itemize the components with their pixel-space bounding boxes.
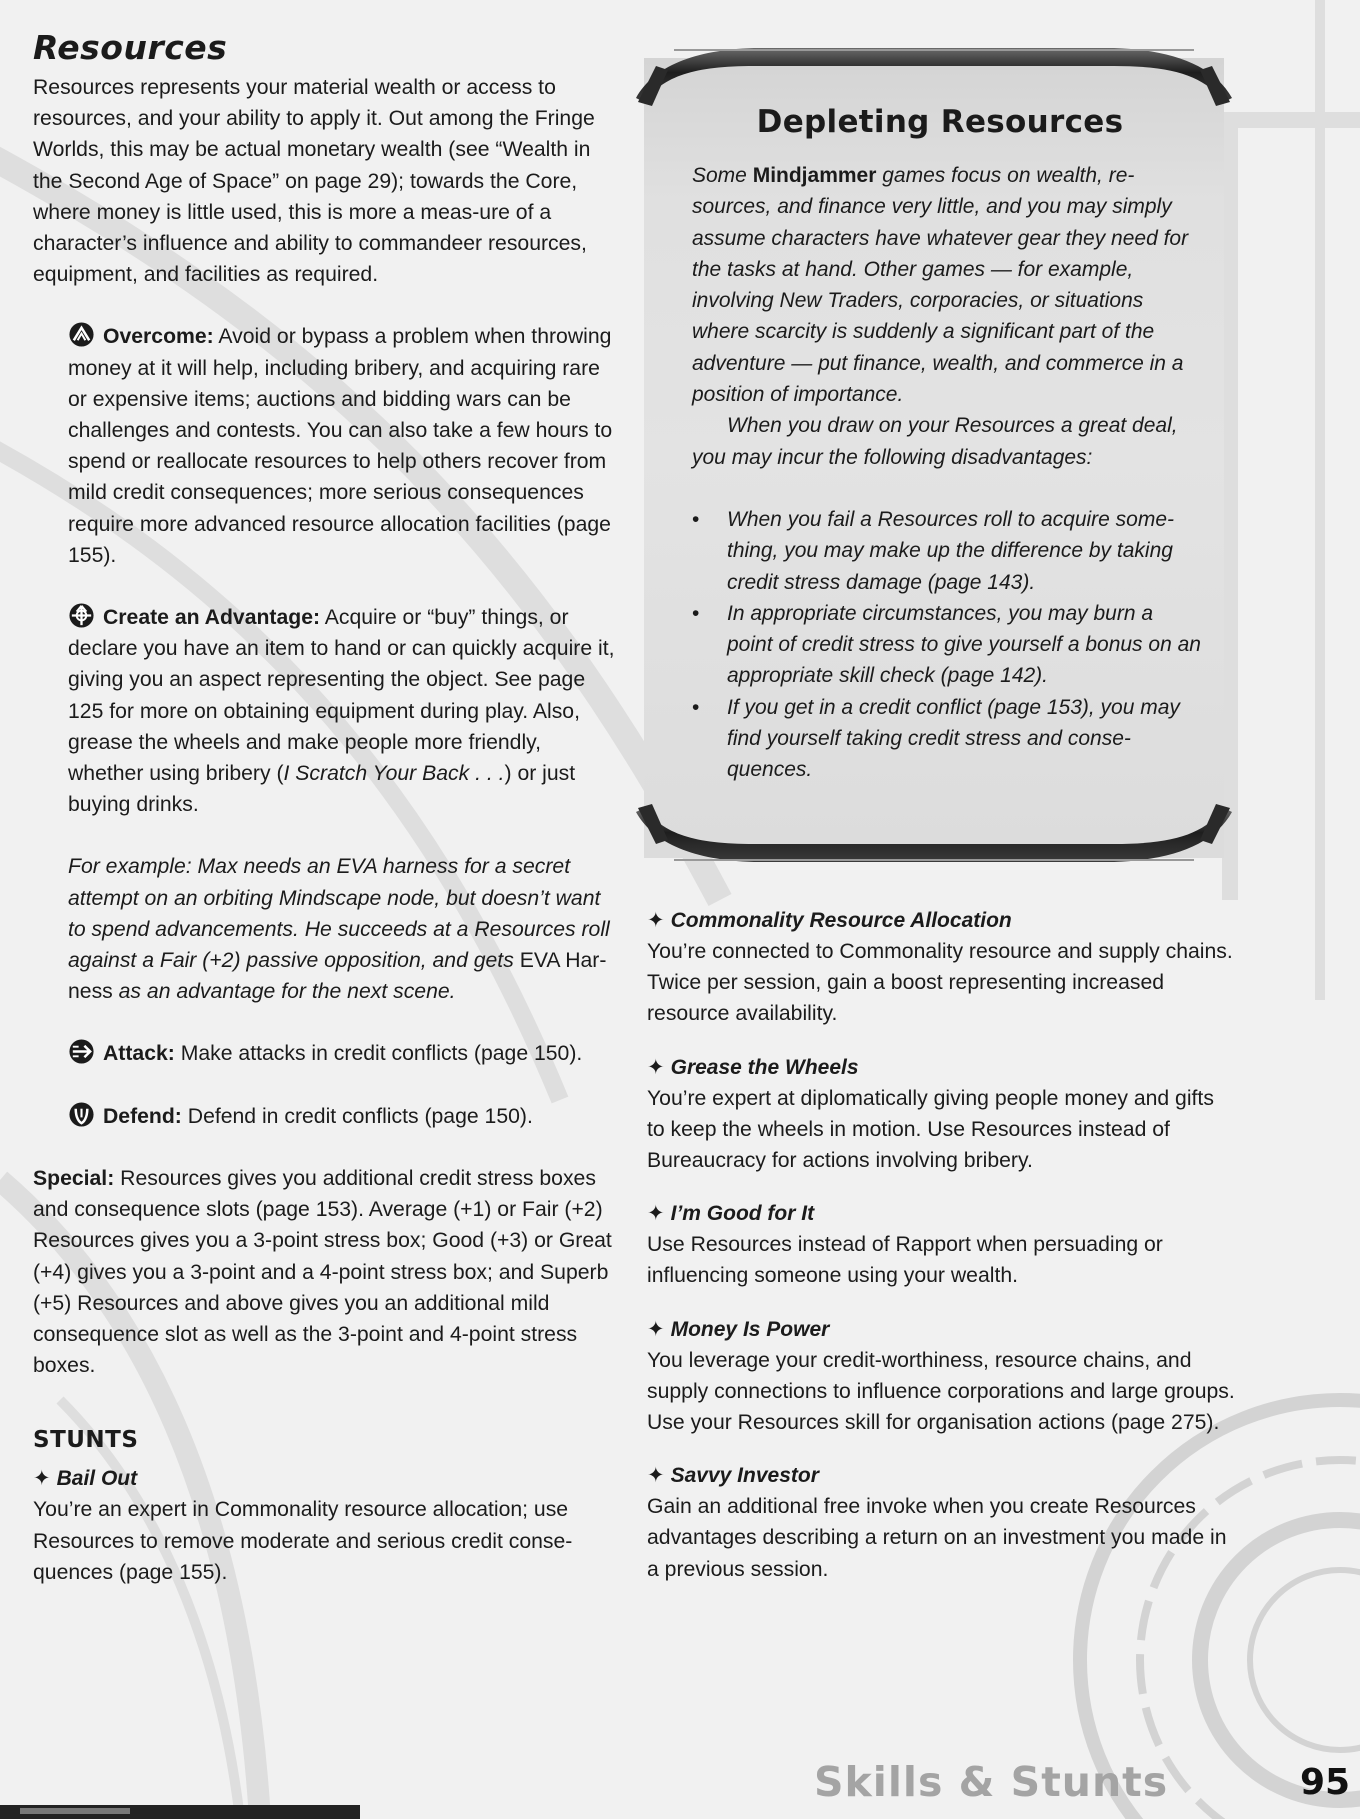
- stunt-money-is-power: [647, 1314, 1237, 1439]
- list-item: • In appropriate circumstances, you may burn a point of credit stress to give yourself a bonus on an appropriate skill check (page 142).: [692, 598, 1202, 692]
- star-icon: ✦: [647, 1317, 665, 1341]
- sidebar-paragraph-1: Some Mindjammer games focus on wealth, re-sources, and finance very little, and you may simply assume characters have whatever gear they need for the tasks at hand. Other games — for example, involving New Traders, corporacies, or situations where scarcity is suddenly a significant part of the adventure — put finance, wealth, and commerce in a position of importance.: [692, 164, 1189, 407]
- bullet-icon: •: [692, 507, 700, 531]
- overcome-icon: [68, 321, 95, 348]
- stunt-title: ✦ Savvy Investor: [647, 1464, 819, 1488]
- list-item: • If you get in a credit conflict (page 153), you may find yourself taking credit stress and conse-quences.: [692, 692, 1202, 786]
- sidebar-bullet-list: [692, 504, 1202, 786]
- stunt-text: You’re an expert in Commonality resource allocation; use Resources to remove moderate and serious credit conse-quences (page 155).: [33, 1498, 573, 1584]
- advantage-text-b: ) or just buying drinks.: [68, 762, 576, 817]
- example-text-roman: EVA Har-ness: [68, 949, 607, 1004]
- right-column-stunts: [647, 905, 1237, 1585]
- star-icon: ✦: [647, 1464, 665, 1488]
- defend-action: [68, 1101, 618, 1132]
- stunt-text: Use Resources instead of Rapport when persuading or influencing someone using your wealth.: [647, 1233, 1163, 1288]
- advantage-text-a: Acquire or “buy” things, or declare you have an item to hand or can quickly acquire it, giving you an aspect representing the object. See page 125 for more on obtaining equipment during play. Also, grease the wheels and make people more friendly, whether using bribery (: [68, 606, 615, 786]
- stunt-title: ✦ Commonality Resource Allocation: [647, 909, 1012, 932]
- stunt-title: ✦ Money Is Power: [647, 1317, 830, 1341]
- star-icon: ✦: [33, 1467, 51, 1491]
- overcome-text: Avoid or bypass a problem when throwing money at it will help, including bribery, and acquiring rare or expensive items; auctions and bidding wars can be challenges and contests. You can also take a few hours to spend or reallocate resources to help others recover from mild credit consequences; more serious consequences require more advanced resource allocation facilities (page 155).: [68, 325, 613, 567]
- attack-label: Attack:: [103, 1042, 175, 1066]
- example-text-a: For example: Max needs an EVA harness for a secret attempt on an orbiting Mindscape node, but doesn’t want to spend advancements. He succeeds at a Resources roll against a Fair (+2) passive opposition, and gets: [68, 855, 610, 973]
- special-label: Special:: [33, 1166, 115, 1190]
- sidebar-content: [692, 102, 1202, 786]
- defend-text: Defend in credit conflicts (page 150).: [181, 1104, 533, 1128]
- stunt-title: ✦ Grease the Wheels: [647, 1055, 859, 1079]
- overcome-action: [68, 321, 618, 571]
- stunt-savvy-investor: [647, 1460, 1237, 1585]
- stunt-text: You leverage your credit-worthiness, resource chains, and supply connections to influence corporations and large groups. Use your Resources skill for organisation actions (page 275).: [647, 1348, 1235, 1435]
- footer-section-title: Skills & Stunts: [814, 1758, 1169, 1806]
- overcome-label: Overcome:: [103, 325, 214, 349]
- attack-icon: [68, 1038, 95, 1065]
- star-icon: ✦: [647, 909, 665, 932]
- advantage-label: Create an Advantage:: [103, 606, 321, 630]
- special-text: Resources gives you additional credit stress boxes and consequence slots (page 153). Average (+1) or Fair (+2) Resources gives you a 3-point stress box; Good (+3) or Great (+4) gives you a 3-point and a 4-point stress box; and Superb (+5) Resources and above gives you an additional mild consequence slot as well as the 3-point and 4-point stress boxes.: [33, 1166, 612, 1378]
- defend-label: Defend:: [103, 1104, 182, 1128]
- stunt-im-good-for-it: [647, 1198, 1237, 1291]
- bullet-icon: •: [692, 695, 700, 719]
- advantage-action: [68, 602, 618, 820]
- bullet-icon: •: [692, 601, 700, 625]
- attack-action: [68, 1038, 618, 1069]
- sidebar-box: [634, 36, 1234, 874]
- left-column: [33, 26, 618, 1588]
- sidebar-paragraph-2: When you draw on your Resources a great deal, you may incur the following disadvantages:: [692, 414, 1178, 469]
- intro-paragraph: Resources represents your material wealth or access to resources, and your ability to apply it. Out among the Fringe Worlds, this may be actual monetary wealth (see “Wealth in the Second Age of Space” on page 29); towards the Core, where money is little used, this is more a meas-ure of a character’s influence and ability to commandeer resources, equipment, and facilities as required.: [33, 76, 595, 287]
- special-paragraph: [33, 1163, 618, 1381]
- game-name: Mindjammer: [752, 164, 877, 187]
- attack-text: Make attacks in credit conflicts (page 150).: [174, 1042, 583, 1066]
- star-icon: ✦: [647, 1202, 665, 1226]
- stunt-text: You’re expert at diplomatically giving people money and gifts to keep the wheels in motion. Use Resources instead of Bureaucracy for actions involving bribery.: [647, 1086, 1214, 1173]
- page-number: 95: [1300, 1762, 1351, 1803]
- sidebar-title: Depleting Resources: [756, 104, 1124, 140]
- advantage-text-italic: I Scratch Your Back . . .: [283, 762, 505, 786]
- list-item: • When you fail a Resources roll to acquire some-thing, you may make up the difference by taking credit stress damage (page 143).: [692, 504, 1202, 598]
- defend-icon: [68, 1101, 95, 1128]
- stunt-grease-the-wheels: [647, 1052, 1237, 1177]
- stunt-title: ✦ I’m Good for It: [647, 1202, 815, 1226]
- star-icon: ✦: [647, 1055, 665, 1079]
- example-text-b: as an advantage for the next scene.: [112, 980, 456, 1004]
- advantage-icon: [68, 602, 95, 629]
- stunt-text: You’re connected to Commonality resource and supply chains. Twice per session, gain a boost representing increased resource availability.: [647, 940, 1233, 1026]
- stunt-title: ✦ Bail Out: [33, 1467, 138, 1491]
- stunt-commonality-resource-allocation: [647, 905, 1237, 1030]
- stunts-heading: STUNTS: [33, 1427, 139, 1454]
- page-title: Resources: [33, 28, 228, 67]
- stunt-bail-out: [33, 1463, 618, 1588]
- example-paragraph: [68, 851, 618, 1007]
- stunt-text: Gain an additional free invoke when you create Resources advantages describing a return on an investment you made in a previous session.: [647, 1495, 1227, 1581]
